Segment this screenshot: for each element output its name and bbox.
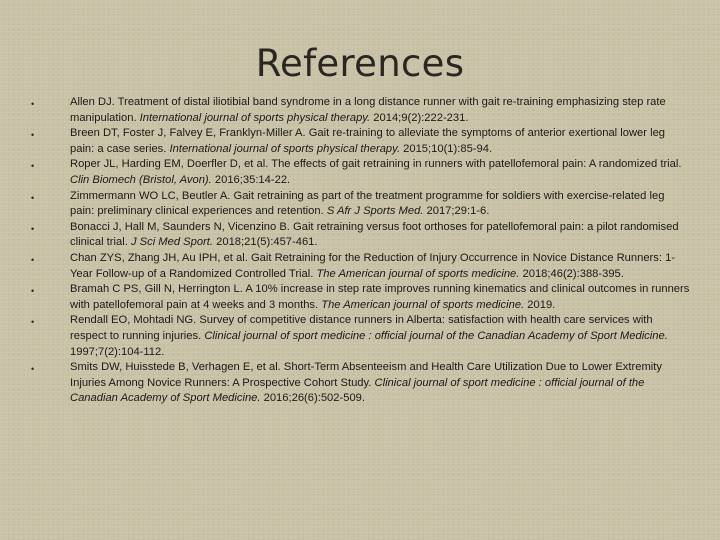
reference-text: Zimmermann WO LC, Beutler A. Gait retraining as part of the treatment programme for soldiers with exercise-related leg pain: preliminary clinical experiences and retention. xyxy=(70,189,665,218)
bullet-icon: • xyxy=(31,254,35,265)
reference-citation: 2015;10(1):85-94. xyxy=(400,142,493,155)
reference-citation: 2014;9(2):222-231. xyxy=(370,111,469,124)
reference-journal: J Sci Med Sport. xyxy=(130,236,214,249)
reference-text: Breen DT, Foster J, Falvey E, Franklyn-Miller A. Gait re-training to alleviate the symptoms of anterior exertional lower leg pain: a case series. xyxy=(70,127,666,155)
reference-item xyxy=(28,157,690,188)
bullet-icon: • xyxy=(31,99,35,109)
reference-item xyxy=(28,126,690,157)
reference-citation: 1997;7(2):104-112. xyxy=(70,345,165,358)
reference-citation: 2016;26(6):502-509. xyxy=(260,392,365,405)
reference-item xyxy=(28,360,690,407)
reference-item xyxy=(28,95,690,126)
reference-citation: 2018;21(5):457-461. xyxy=(213,236,318,249)
reference-text: Rendall EO, Mohtadi NG. Survey of competitive distance runners in Alberta: satisfaction with health care services with respect to running injuries. xyxy=(70,314,653,342)
reference-journal: Clinical journal of sport medicine : official journal of the Canadian Academy of Sport Medicine. xyxy=(70,376,645,405)
reference-text: Chan ZYS, Zhang JH, Au IPH, et al. Gait Retraining for the Reduction of Injury Occurrence in Novice Distance Runners: 1-Year Follow-up of a Randomized Controlled Trial. xyxy=(70,251,676,280)
reference-item xyxy=(28,251,690,282)
reference-item xyxy=(28,313,690,360)
slide-title: References xyxy=(255,42,465,85)
reference-list xyxy=(28,95,690,407)
bullet-icon: • xyxy=(31,286,35,297)
reference-journal: International journal of sports physical therapy. xyxy=(139,111,371,124)
reference-text: Bonacci J, Hall M, Saunders N, Vicenzino B. Gait retraining versus foot orthoses for patellofemoral pain: a pilot randomised clinical trial. xyxy=(70,220,679,249)
reference-citation: 2016;35:14-22. xyxy=(211,173,291,186)
reference-journal: S Afr J Sports Med. xyxy=(326,205,424,218)
reference-journal: The American journal of sports medicine. xyxy=(316,267,520,280)
reference-journal: International journal of sports physical therapy. xyxy=(169,142,401,155)
bullet-icon: • xyxy=(31,317,35,328)
reference-item xyxy=(28,189,690,220)
reference-text: Bramah C PS, Gill N, Herrington L. A 10% increase in step rate improves running kinematics and clinical outcomes in runners with patellofemoral pain at 4 weeks and 3 months. xyxy=(70,283,690,311)
bullet-icon: • xyxy=(31,161,35,172)
reference-text: Roper JL, Harding EM, Doerfler D, et al. The effects of gait retraining in runners with patellofemoral pain: A randomized trial. xyxy=(70,158,682,171)
bullet-icon: • xyxy=(31,192,35,203)
bullet-icon: • xyxy=(31,223,35,234)
bullet-icon: • xyxy=(31,130,35,141)
reference-journal: The American journal of sports medicine. xyxy=(321,298,525,311)
reference-item xyxy=(28,220,690,251)
reference-journal: Clin Biomech (Bristol, Avon). xyxy=(70,173,212,186)
bullet-icon: • xyxy=(31,364,35,375)
reference-citation: 2017;29:1-6. xyxy=(423,205,490,218)
reference-text: Smits DW, Huisstede B, Verhagen E, et al. Short-Term Absenteeism and Health Care Utilization Due to Lower Extremity Injuries Among Novice Runners: A Prospective Cohort Study. xyxy=(70,361,662,389)
reference-journal: Clinical journal of sport medicine : official journal of the Canadian Academy of Sport Medicine. xyxy=(204,329,668,342)
reference-citation: 2019. xyxy=(524,298,556,311)
reference-item xyxy=(28,282,690,313)
reference-citation: 2018;46(2):388-395. xyxy=(519,267,624,280)
reference-text: Allen DJ. Treatment of distal iliotibial band syndrome in a long distance runner with gait re-training emphasizing step rate manipulation. xyxy=(70,96,666,124)
